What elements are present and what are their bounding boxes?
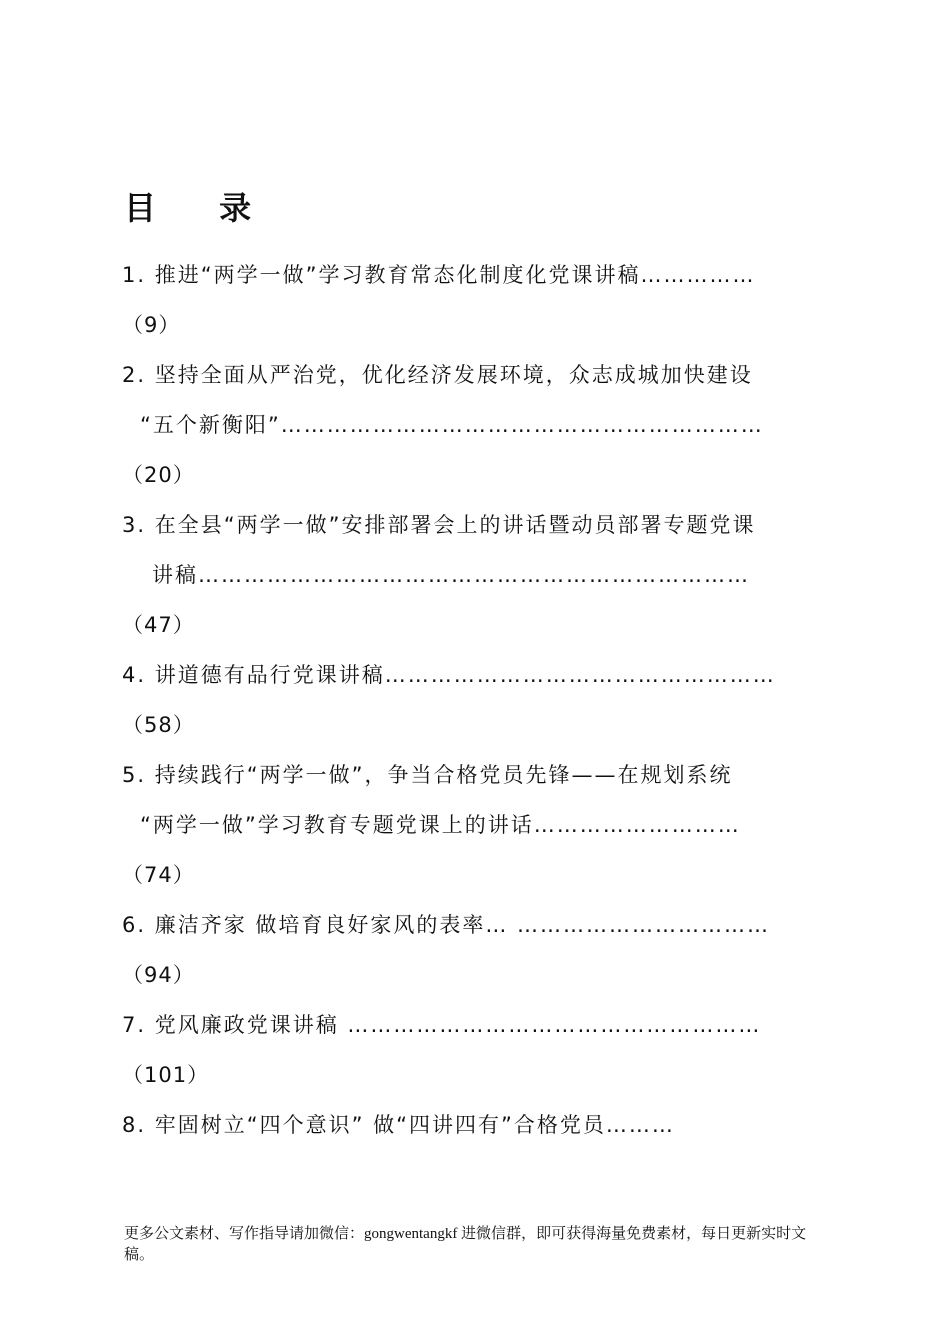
toc-entry-5-line-1[interactable]: 5. 持续践行“两学一做”，争当合格党员先锋——在规划系统 [122, 763, 733, 787]
toc-entry-1-page: （9） [122, 313, 181, 337]
page-title: 目 录 [124, 189, 278, 227]
toc-entry-5-line-2[interactable]: “两学一做”学习教育专题党课上的讲话……………………… [140, 813, 741, 837]
toc-entry-8-line-1[interactable]: 8. 牢固树立“四个意识” 做“四讲四有”合格党员……… [122, 1113, 675, 1137]
toc-entry-2-line-2[interactable]: “五个新衡阳”……………………………………………………… [140, 413, 764, 437]
toc-entry-2-line-1[interactable]: 2. 坚持全面从严治党，优化经济发展环境，众志成城加快建设 [122, 363, 753, 387]
toc-entry-1-line-1[interactable]: 1. 推进“两学一做”学习教育常态化制度化党课讲稿…………… [122, 263, 756, 287]
toc-entry-3-line-1[interactable]: 3. 在全县“两学一做”安排部署会上的讲话暨动员部署专题党课 [122, 513, 756, 537]
toc-entry-7-page: （101） [122, 1063, 210, 1087]
table-of-contents [122, 250, 828, 1150]
toc-entry-5-page: （74） [122, 863, 195, 887]
toc-entry-7-line-1[interactable]: 7. 党风廉政党课讲稿 ……………………………………………… [122, 1013, 762, 1037]
toc-entry-3-line-2[interactable]: 讲稿……………………………………………………………… [152, 563, 750, 587]
toc-entry-2-page: （20） [122, 463, 195, 487]
toc-entry-6-page: （94） [122, 963, 195, 987]
toc-entry-3-page: （47） [122, 613, 195, 637]
toc-entry-6-line-1[interactable]: 6. 廉洁齐家 做培育良好家风的表率… …………………………… [122, 913, 771, 937]
toc-entry-4-page: （58） [122, 713, 195, 737]
footer-note: 更多公文素材、写作指导请加微信：gongwentangkf 进微信群，即可获得海量免费素材，每日更新实时文稿。 [124, 1226, 807, 1263]
toc-entry-4-line-1[interactable]: 4. 讲道德有品行党课讲稿…………………………………………… [122, 663, 776, 687]
